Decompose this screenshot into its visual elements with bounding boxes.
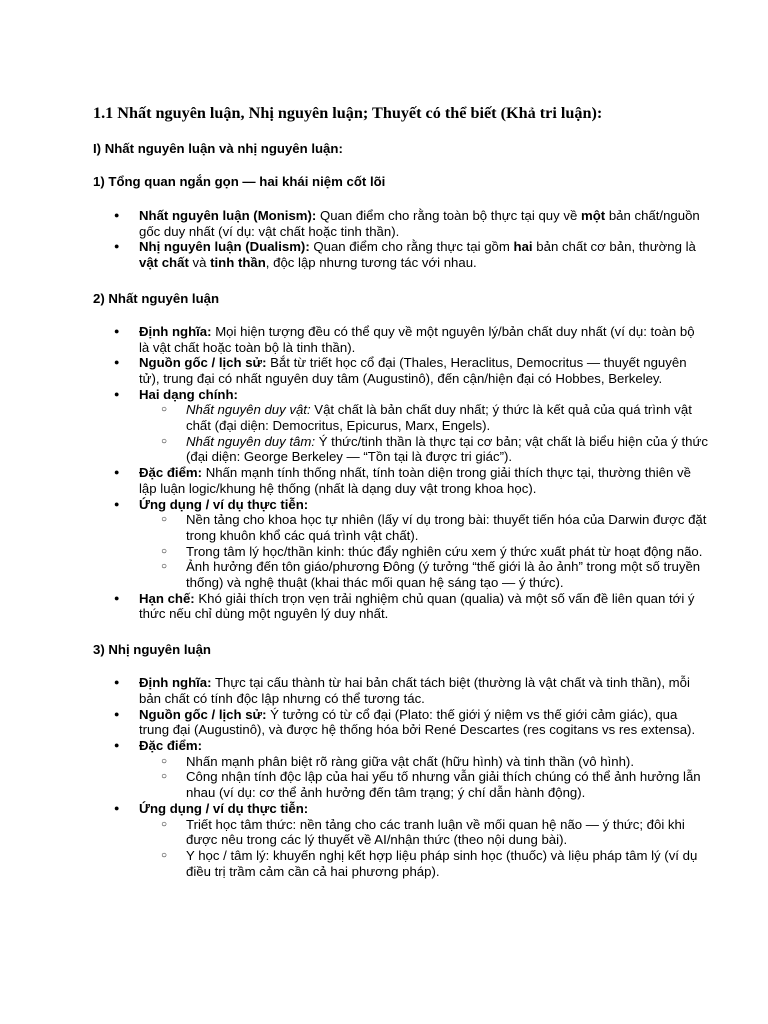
sublist-item: ○ Nền tảng cho khoa học tự nhiên (lấy ví dụ trong bài: thuyết tiến hóa của Darwin được đặt trong khuôn khổ các quá trình vật chất). (186, 512, 708, 543)
list-item-applications: ● Ứng dụng / ví dụ thực tiễn: ○ Nền tảng cho khoa học tự nhiên (lấy ví dụ trong bài: thuyết tiến hóa của Darwin được đặt trong khuôn khổ các quá trình vật chất). ○ Trong tâm lý học/thần kinh: thúc đẩy nghiên cứu xem ý thức xuất phát từ hoạt động não. ○ Ảnh hưởng đến tôn giáo/phương Đông (ý tưởng “thế giới là ảo ảnh” trong một số truyền thống) và nghệ thuật (khai thác mối quan hệ sáng tạo — ý thức). (139, 497, 708, 591)
list-item-dualism: ● Nhị nguyên luận (Dualism): Quan điểm cho rằng thực tại gồm hai bản chất cơ bản, thường là vật chất và tinh thần, độc lập nhưng tương tác với nhau. (139, 239, 708, 270)
applications-sublist (139, 817, 708, 880)
section-3-heading: 3) Nhị nguyên luận (93, 642, 211, 658)
list-item-definition: ● Định nghĩa: Mọi hiện tượng đều có thể quy về một nguyên lý/bản chất duy nhất (ví dụ: toàn bộ là vật chất hoặc toàn bộ là tinh thần). (139, 324, 708, 355)
section-3-list (93, 675, 708, 879)
sublist-item: ○ Y học / tâm lý: khuyến nghị kết hợp liệu pháp sinh học (thuốc) và liệu pháp tâm lý (ví dụ điều trị trầm cảm cần cả hai phương pháp). (186, 848, 708, 879)
list-item-monism: ● Nhất nguyên luận (Monism): Quan điểm cho rằng toàn bộ thực tại quy về một bản chất/nguồn gốc duy nhất (ví dụ: vật chất hoặc tinh thần). (139, 208, 708, 239)
section-2-list (93, 324, 708, 622)
list-item-origin: ● Nguồn gốc / lịch sử: Ý tưởng có từ cổ đại (Plato: thế giới ý niệm vs thế giới cảm giác), qua trung đại (Augustinô), và được hệ thống hóa bởi René Descartes (res cogitans vs res extensa). (139, 707, 708, 738)
list-item-limitations: ● Hạn chế: Khó giải thích trọn vẹn trải nghiệm chủ quan (qualia) và một số vấn đề liên quan tới ý thức nếu chỉ dùng một nguyên lý duy nhất. (139, 591, 708, 622)
sublist-item: ○ Ảnh hưởng đến tôn giáo/phương Đông (ý tưởng “thế giới là ảo ảnh” trong một số truyền thống) và nghệ thuật (khai thác mối quan hệ sáng tạo — ý thức). (186, 559, 708, 590)
sublist-item: ○ Trong tâm lý học/thần kinh: thúc đẩy nghiên cứu xem ý thức xuất phát từ hoạt động não. (186, 544, 708, 560)
part-heading: I) Nhất nguyên luận và nhị nguyên luận: (93, 141, 343, 156)
forms-sublist (139, 402, 708, 465)
sublist-item: ○ Nhất nguyên duy tâm: Ý thức/tinh thần là thực tại cơ bản; vật chất là biểu hiện của ý thức (đại diện: George Berkeley — “Tồn tại là được tri giác”). (186, 434, 708, 465)
applications-sublist (139, 512, 708, 591)
list-item-forms: ● Hai dạng chính: ○ Nhất nguyên duy vật: Vật chất là bản chất duy nhất; ý thức là kết quả của quá trình vật chất (đại diện: Democritus, Epicurus, Marx, Engels). ○ Nhất nguyên duy tâm: Ý thức/tinh thần là thực tại cơ bản; vật chất là biểu hiện của ý thức (đại diện: George Berkeley — “Tồn tại là được tri giác”). (139, 387, 708, 466)
list-item-applications: ● Ứng dụng / ví dụ thực tiễn: ○ Triết học tâm thức: nền tảng cho các tranh luận về mối quan hệ não — ý thức; đôi khi được nêu trong các lý thuyết về AI/nhận thức (theo nội dung bài). ○ Y học / tâm lý: khuyến nghị kết hợp liệu pháp sinh học (thuốc) và liệu pháp tâm lý (ví dụ điều trị trầm cảm cần cả hai phương pháp). (139, 801, 708, 880)
section-1-list (93, 208, 708, 271)
section-2-heading: 2) Nhất nguyên luận (93, 290, 220, 306)
section-1-heading: 1) Tổng quan ngắn gọn — hai khái niệm cốt lõi (93, 174, 386, 189)
sublist-item: ○ Nhất nguyên duy vật: Vật chất là bản chất duy nhất; ý thức là kết quả của quá trình vật chất (đại diện: Democritus, Epicurus, Marx, Engels). (186, 402, 708, 433)
list-item-features: ● Đặc điểm: ○ Nhấn mạnh phân biệt rõ ràng giữa vật chất (hữu hình) và tinh thần (vô hình). ○ Công nhận tính độc lập của hai yếu tố nhưng vẫn giải thích chúng có thể ảnh hưởng lẫn nhau (ví dụ: cơ thể ảnh hưởng đến tâm trạng; ý chí dẫn hành động). (139, 738, 708, 801)
list-item-features: ● Đặc điểm: Nhấn mạnh tính thống nhất, tính toàn diện trong giải thích thực tại, thường thiên về lập luận logic/khung hệ thống (nhất là dạng duy vật trong khoa học). (139, 465, 708, 496)
page-title: 1.1 Nhất nguyên luận, Nhị nguyên luận; Thuyết có thể biết (Khả tri luận): (93, 104, 603, 122)
sublist-item: ○ Triết học tâm thức: nền tảng cho các tranh luận về mối quan hệ não — ý thức; đôi khi được nêu trong các lý thuyết về AI/nhận thức (theo nội dung bài). (186, 817, 708, 848)
sublist-item: ○ Nhấn mạnh phân biệt rõ ràng giữa vật chất (hữu hình) và tinh thần (vô hình). (186, 754, 708, 770)
list-item-definition: ● Định nghĩa: Thực tại cấu thành từ hai bản chất tách biệt (thường là vật chất và tinh thần), mỗi bản chất có tính độc lập nhưng có thể tương tác. (139, 675, 708, 706)
list-item-origin: ● Nguồn gốc / lịch sử: Bắt từ triết học cổ đại (Thales, Heraclitus, Democritus — thuyết nguyên tử), trung đại có nhất nguyên duy tâm (Augustinô), đến cận/hiện đại có Hobbes, Berkeley. (139, 355, 708, 386)
features-sublist (139, 754, 708, 801)
sublist-item: ○ Công nhận tính độc lập của hai yếu tố nhưng vẫn giải thích chúng có thể ảnh hưởng lẫn nhau (ví dụ: cơ thể ảnh hưởng đến tâm trạng; ý chí dẫn hành động). (186, 769, 708, 800)
